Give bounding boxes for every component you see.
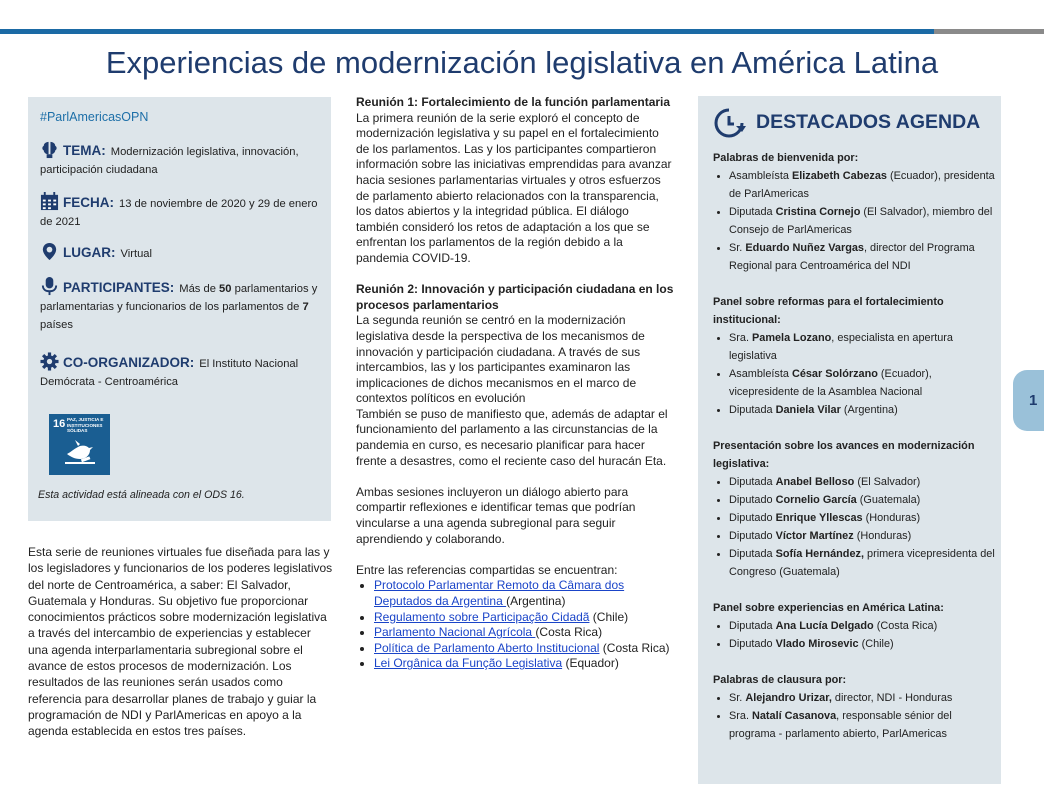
agenda-speaker (729, 689, 998, 707)
reference-item (374, 641, 674, 657)
speaker-name: Pamela Lozano (752, 332, 832, 344)
reference-link[interactable]: Política de Parlamento Aberto Institucional (374, 640, 600, 655)
agenda-highlights-box (698, 96, 1001, 784)
speaker-name: Víctor Martínez (775, 530, 854, 542)
lugar-value: Virtual (120, 248, 153, 260)
agenda-section-heading: Palabras de bienvenida por: (713, 152, 859, 164)
speaker-title: Diputada (729, 206, 776, 218)
tema-row (40, 140, 330, 179)
speaker-name: Cornelio García (775, 494, 857, 506)
speaker-title: Diputada (729, 476, 776, 488)
speaker-title: Sra. (729, 332, 752, 344)
agenda-speaker (729, 239, 998, 275)
agenda-speaker (729, 203, 998, 239)
speaker-title: Diputado (729, 530, 776, 542)
agenda-title: DESTACADOS AGENDA (756, 111, 981, 133)
meeting-2-text: La segunda reunión se centró en la modernización legislativa desde la perspectiva de los mecanismos de innovación y participación ciudadana. A través de sus intercambios, las y los participantes examinaron las implicaciones de dichos mecanismos en el marco de contextos políticos en evolución (356, 313, 645, 406)
reference-link[interactable]: Regulamento sobre Participação Cidadã (374, 609, 590, 624)
speaker-title: Sr. (729, 692, 746, 704)
speaker-title: Sr. (729, 242, 746, 254)
coorg-label: CO-ORGANIZADOR: (63, 355, 195, 370)
lugar-row (40, 242, 330, 263)
speaker-name: Daniela Vilar (775, 404, 841, 416)
meeting-1-text: La primera reunión de la serie exploró el concepto de modernización legislativa y su papel en el fortalecimiento de los parlamentos. Las y los participantes compartieron información sobre las iniciativas emprendidas para avanzar hacia sesiones parlamentarias virtuales y otros esfuerzos de parlamento abierto relacionados con la transparencia, los datos abiertos y la integridad pública. El diálogo también consideró los retos de adaptación a los que se enfrentan los parlamentos de la región debido a la pandemia COVID-19. (356, 110, 672, 265)
tema-label: TEMA: (63, 143, 106, 158)
speaker-role: (Costa Rica) (873, 620, 938, 632)
agenda-speaker (729, 401, 998, 419)
agenda-speaker (729, 329, 998, 365)
agenda-section-heading: Presentación sobre los avances en modernización legislativa: (713, 440, 975, 470)
sdg-number: 16 (53, 418, 66, 430)
top-accent-bar-gray (934, 29, 1044, 34)
speaker-name: Sofía Hernández, (775, 548, 864, 560)
speaker-name: César Solórzano (791, 368, 878, 380)
speaker-role: , director del Programa Regional para Centroamérica del NDI (729, 242, 975, 272)
participantes-text-post: países (40, 319, 73, 331)
meetings-column (356, 95, 674, 672)
speaker-title: Diputada (729, 548, 776, 560)
agenda-section-heading: Palabras de clausura por: (713, 674, 847, 686)
agenda-speaker (729, 167, 998, 203)
speaker-name: Eduardo Nuñez Vargas (745, 242, 864, 254)
microphone-icon (40, 277, 59, 296)
participantes-text-pre: Más de (179, 283, 216, 295)
top-accent-bar (0, 29, 934, 34)
agenda-speaker (729, 509, 998, 527)
agenda-speaker-list (713, 167, 998, 275)
meeting-1-title: Reunión 1: Fortalecimiento de la función parlamentaria (356, 95, 671, 109)
sdg-16-logo (49, 414, 110, 475)
speaker-name: Vlado Mirosevic (775, 638, 859, 650)
speaker-title: Diputada (729, 620, 776, 632)
references-list (356, 578, 674, 672)
fecha-row (40, 192, 330, 231)
clock-arrow-icon (712, 106, 746, 145)
speaker-role: , especialista en apertura legislativa (729, 332, 953, 362)
agenda-section-heading: Panel sobre reformas para el fortalecimiento institucional: (713, 296, 944, 326)
speaker-title: Diputada (729, 404, 776, 416)
agenda-speaker (729, 491, 998, 509)
participantes-count: 50 (219, 283, 232, 295)
coorganizador-row (40, 352, 330, 391)
event-info-box (28, 97, 331, 521)
speaker-title: Diputado (729, 638, 776, 650)
intro-paragraph: Esta serie de reuniones virtuales fue diseñada para las y los legisladores y funcionarios de los poderes legislativos del norte de Centroamérica, a saber: El Salvador, Guatemala y Honduras. Su objetivo fue proporcionar conocimientos prácticos sobre modernización legislativa a través del intercambio de experiencias y establecer una agenda interparlamentaria subregional sobre el avance de estos procesos de modernización. Los resultados de las reuniones serán usados como referencia para desarrollar planes de trabajo y guiar la programación de NDI y ParlAmericas en apoyo a la agenda establecida en estos tres países. (28, 545, 333, 739)
speaker-role: (El Salvador) (854, 476, 921, 488)
speaker-title: Asambleísta (729, 368, 792, 380)
brain-icon (40, 140, 59, 159)
agenda-speaker-list (713, 617, 998, 653)
location-pin-icon (40, 242, 59, 261)
fecha-value: 13 de noviembre de 2020 y 29 de enero de 2021 (40, 198, 318, 228)
speaker-role: (Ecuador), presidenta de ParlAmericas (729, 170, 995, 200)
both-sessions-text: Ambas sesiones incluyeron un diálogo abierto para compartir reflexiones e identificar temas que podrían vincularse a una agenda subregional para seguir aprendiendo y colaborando. (356, 484, 636, 546)
dove-gavel-icon (61, 438, 99, 470)
agenda-speaker (729, 527, 998, 545)
tema-value: Modernización legislativa, innovación, participación ciudadana (40, 146, 299, 176)
agenda-speaker (729, 365, 998, 401)
speaker-name: Cristina Cornejo (775, 206, 861, 218)
reference-link[interactable]: Lei Orgânica da Função Legislativa (374, 656, 563, 671)
agenda-sections (713, 149, 998, 743)
speaker-role: primera vicepresidenta del Congreso (Guatemala) (729, 548, 995, 578)
page-number: 1 (1029, 392, 1038, 409)
speaker-name: Anabel Belloso (775, 476, 855, 488)
agenda-section-heading: Panel sobre experiencias en América Latina: (713, 602, 944, 614)
reference-item (374, 656, 674, 672)
speaker-title: Sra. (729, 710, 752, 722)
speaker-title: Asambleísta (729, 170, 792, 182)
reference-item (374, 578, 674, 609)
fecha-label: FECHA: (63, 195, 114, 210)
hashtag-link[interactable]: #ParlAmericasOPN (40, 110, 149, 124)
agenda-speaker (729, 617, 998, 635)
agenda-speaker-list (713, 473, 998, 581)
meeting-2-title: Reunión 2: Innovación y participación ciudadana en los procesos parlamentarios (356, 282, 674, 312)
agenda-speaker (729, 545, 998, 581)
speaker-role: (Honduras) (853, 530, 912, 542)
agenda-speaker (729, 473, 998, 491)
speaker-role: (Chile) (858, 638, 894, 650)
calendar-icon (40, 192, 59, 211)
reference-country: (Chile) (589, 609, 629, 624)
page-title: Experiencias de modernización legislativa en América Latina (105, 45, 939, 80)
agenda-speaker-list (713, 689, 998, 743)
lugar-label: LUGAR: (63, 245, 116, 260)
countries-count: 7 (302, 301, 309, 313)
speaker-role: (Ecuador), vicepresidente de la Asamblea Nacional (729, 368, 932, 398)
agenda-speaker (729, 707, 998, 743)
reference-country: (Equador) (562, 656, 619, 671)
participantes-text-mid: parlamentarios y parlamentarias y funcionarios de los parlamentos de (40, 283, 318, 313)
reference-item (374, 610, 674, 626)
reference-item (374, 625, 674, 641)
participantes-label: PARTICIPANTES: (63, 280, 175, 295)
speaker-role: (El Salvador), miembro del Consejo de ParlAmericas (729, 206, 993, 236)
speaker-name: Natalí Casanova (752, 710, 837, 722)
reference-country: (Argentina) (506, 594, 566, 608)
reference-country: (Costa Rica) (599, 640, 670, 655)
speaker-name: Alejandro Urizar, (745, 692, 832, 704)
speaker-role: (Argentina) (840, 404, 898, 416)
participantes-row (40, 277, 330, 334)
reference-link[interactable]: Protocolo Parlamentar Remoto da Câmara dos Deputados da Argentina (374, 578, 625, 608)
reference-country: (Costa Rica) (535, 625, 603, 640)
speaker-name: Enrique Yllescas (775, 512, 863, 524)
speaker-title: Diputado (729, 494, 776, 506)
meeting-2-text-2: También se puso de manifiesto que, además de adaptar el funcionamiento del parlamento a las circunstancias de la pandemia en curso, es necesario planificar para hacer frente a desastres, como el reciente caso del huracán Eta. (356, 406, 668, 468)
agenda-speaker (729, 635, 998, 653)
speaker-role: (Honduras) (862, 512, 921, 524)
gear-icon (40, 352, 59, 371)
references-intro: Entre las referencias compartidas se encuentran: (356, 562, 618, 577)
speaker-role: director, NDI - Honduras (831, 692, 953, 704)
speaker-title: Diputado (729, 512, 776, 524)
speaker-role: , responsable sénior del programa - parlamento abierto, ParlAmericas (729, 710, 952, 740)
reference-link[interactable]: Parlamento Nacional Agrícola (374, 625, 536, 640)
speaker-name: Ana Lucía Delgado (775, 620, 874, 632)
speaker-role: (Guatemala) (856, 494, 921, 506)
agenda-speaker-list (713, 329, 998, 419)
sdg-note: Esta actividad está alineada con el ODS 16. (38, 489, 245, 501)
coorg-value: El Instituto Nacional Demócrata - Centroamérica (40, 358, 299, 388)
speaker-name: Elizabeth Cabezas (791, 170, 887, 182)
sdg-label: PAZ, JUSTICIA E INSTITUCIONES SÓLIDAS (67, 417, 104, 433)
